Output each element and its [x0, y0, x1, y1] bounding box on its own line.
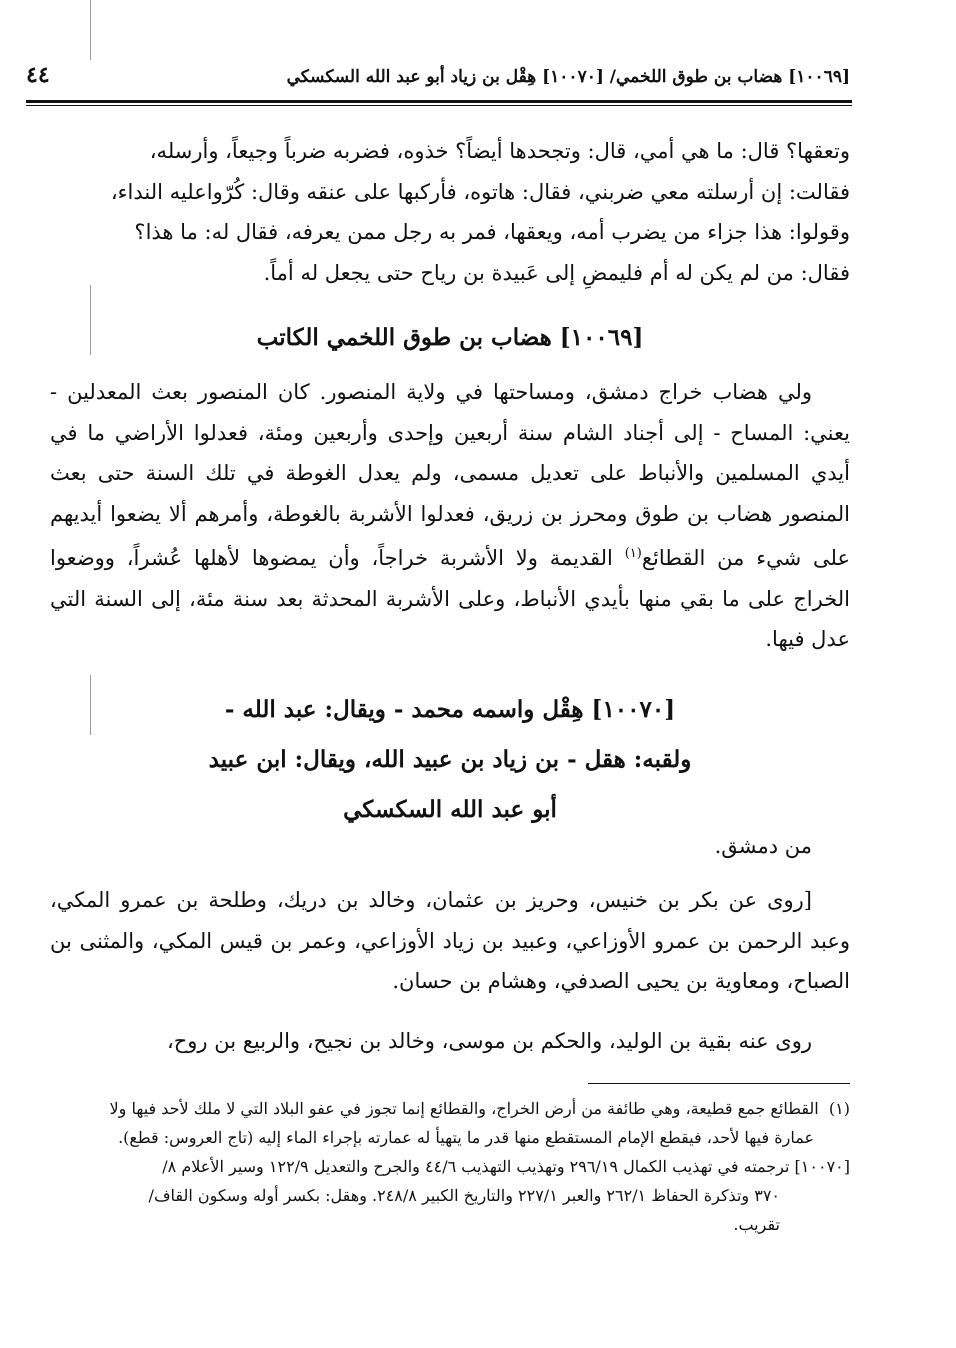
text-after-note: القديمة ولا الأشربة خراجاً، وأن يمضوها لأهلها عُشراً، ووضعوا الخراج على ما بقي منها بأيدي الأنباط، وعلى الأشربة المحدثة بعد سنة مئة، إلى السنة التي عدل فيها. [50, 546, 850, 651]
running-title: [١٠٠٦٩] هضاب بن طوق اللخمي/ [١٠٠٧٠] هِقْل بن زياد أبو عبد الله السكسكي [286, 67, 850, 87]
scan-margin-mark [90, 0, 91, 60]
header-rule [26, 100, 852, 103]
narrated-from-text: [روى عن بكر بن خنيس، وحريز بن عثمان، وخالد بن دريك، وطلحة بن عمرو المكي، وعبد الرحمن بن عمرو الأوزاعي، وعبيد بن زياد الأوزاعي، وعمر بن قيس المكي، والمثنى بن الصباح، ومعاوية بن يحيى الصدفي، وهشام بن حسان. [50, 888, 850, 993]
entry-10069-text [50, 372, 850, 660]
footnotes [50, 1094, 850, 1239]
heading-line: [١٠٠٧٠] هِقْل واسمه محمد - ويقال: عبد الله - [224, 696, 676, 723]
text-line: وقولوا: هذا جزاء من يضرب أمه، ويعقها، فمر به رجل ممن يعرفه، فقال له: ما هذا؟ [134, 220, 850, 244]
entry-10070-narrated-from [50, 880, 850, 1002]
entry-10070-origin [50, 826, 850, 867]
text-line: فقال: من لم يكن له أم فليمضِ إلى عَبيدة بن رياح حتى يجعل له أماً. [263, 260, 850, 285]
header-rule-thin [26, 105, 852, 106]
page-number: ٤٤ [26, 62, 50, 88]
text-before-note: ولي هضاب خراج دمشق، ومساحتها في ولاية المنصور. كان المنصور بعث المعدلين - يعني: المساح - إلى أجناد الشام سنة أربعين وإحدى وأربعين ومئة، فعدلوا الأراضي ما في أيدي المسلمين والأنباط على تعديل مسمى، ولم يعدل الغوطة في تلك السنة حتى بعث المنصور هضاب بن طوق ومحرز بن زريق، فعدلوا الأشربة بالغوطة، وأمرهم ألا يضعوا أيديهم على شيء من القطائع [50, 380, 850, 570]
origin-text: من دمشق. [714, 834, 812, 858]
footnote-2: [١٠٠٧٠] ترجمته في تهذيب الكمال ٢٩٦/١٩ وتهذيب التهذيب ٤٤/٦ والجرح والتعديل ١٢٢/٩ وسير الأعلام ٨/ [162, 1157, 850, 1176]
footnote-ref: (١) [624, 546, 642, 561]
text-line: فقالت: إن أرسلته معي ضربني، فقال: هاتوه، فأركبها على عنقه وقال: كُرّواعليه النداء، [110, 179, 850, 204]
entry-heading-10070 [50, 685, 850, 835]
heading-line: ولقبه: هقل - بن زياد بن عبيد الله، ويقال: ابن عبيد [208, 746, 692, 773]
entry-10069-paragraph [50, 372, 850, 660]
footnote-2-cont: ٣٧٠ وتذكرة الحفاظ ٢٦٢/١ والعبر ٢٢٧/١ والتاريخ الكبير ٢٤٨/٨. وهقل: بكسر أوله وسكون القاف/ [148, 1186, 780, 1205]
narrated-by-text: روى عنه بقية بن الوليد، والحكم بن موسى، وخالد بن نجيح، والربيع بن روح، [166, 1029, 812, 1053]
intro-paragraph [50, 131, 850, 293]
entry-heading-10069: [١٠٠٦٩] هضاب بن طوق اللخمي الكاتب [256, 324, 644, 351]
page-header [26, 62, 850, 88]
footnote-2-end: تقريب. [733, 1215, 780, 1234]
footnote-marker: (١) [828, 1099, 850, 1118]
footnote-1 [50, 1094, 850, 1123]
text-line: وتعقها؟ قال: ما هي أمي، قال: وتجحدها أيضاً؟ خذوه، فضربه ضرباً وجيعاً، وأرسله، [149, 139, 850, 163]
footnote-text: القطائع جمع قطيعة، وهي طائفة من أرض الخراج، والقطائع إنما تجوز في عفو البلاد التي لا ملك لأحد فيها ولا [109, 1099, 819, 1118]
entry-10070-narrated-by [50, 1021, 850, 1062]
heading-line: أبو عبد الله السكسكي [343, 796, 557, 823]
footnote-1-cont: عمارة فيها لأحد، فيقطع الإمام المستقطع منها قدر ما يتهيأ له عمارته بإجراء الماء إليه (تاج العروس: قطع). [118, 1128, 814, 1147]
footnote-rule [588, 1083, 850, 1084]
